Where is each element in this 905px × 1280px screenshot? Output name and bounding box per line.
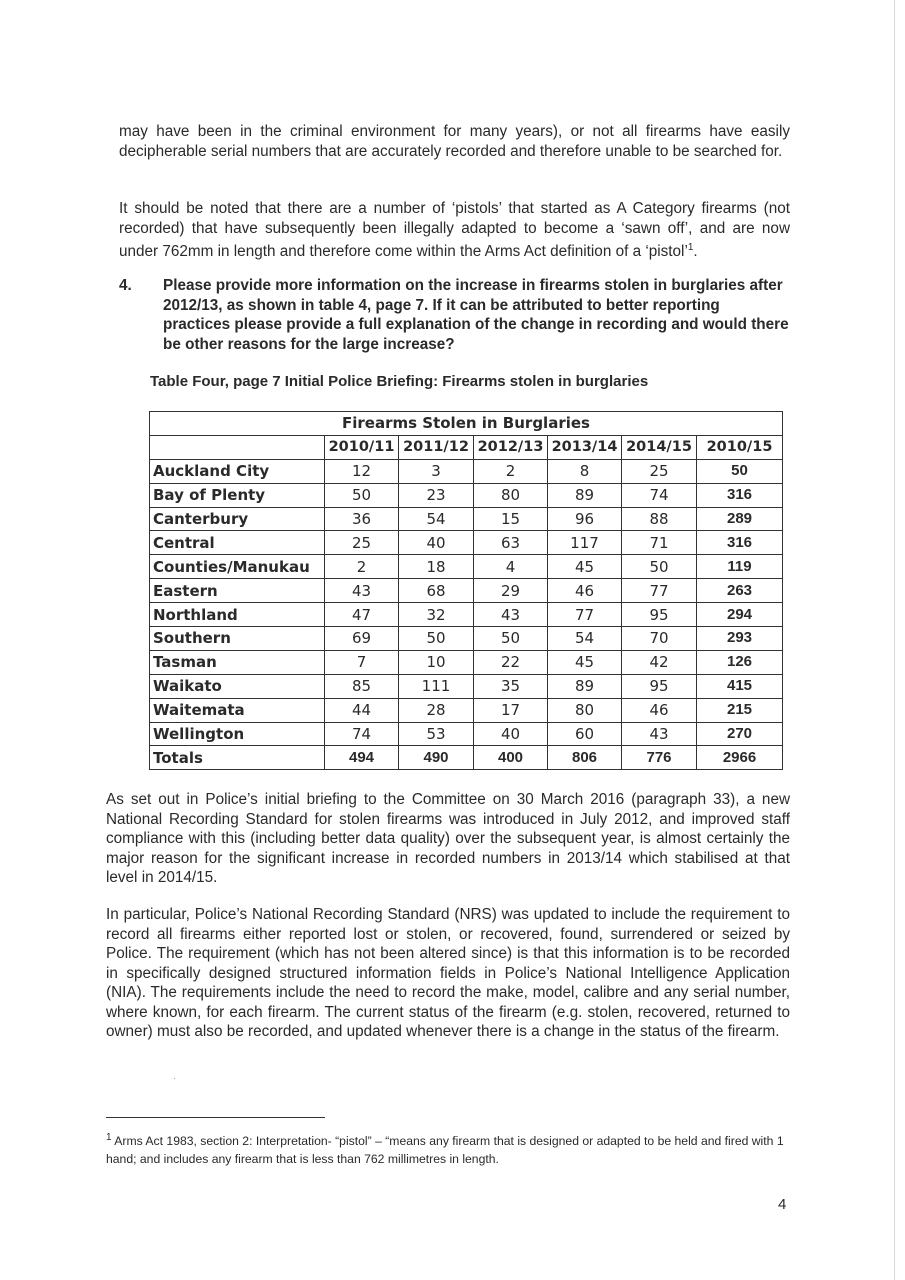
table-row (150, 483, 783, 507)
value-cell: 35 (474, 674, 548, 698)
question-number: 4. (119, 277, 132, 294)
value-cell: 50 (325, 483, 399, 507)
value-cell: 50 (622, 555, 697, 579)
value-cell: 25 (622, 459, 697, 483)
value-cell: 18 (399, 555, 474, 579)
value-cell: 77 (548, 603, 622, 627)
value-cell: 50 (399, 627, 474, 651)
question-text: Please provide more information on the increase in firearms stolen in burglaries after 2012/13, as shown in table 4, page 7. If it can be attributed to better reporting practices please provide a full explanation of the change in recording and would there be other reasons for the large increase? (163, 277, 789, 353)
value-cell: 60 (548, 722, 622, 746)
region-total-cell: 50 (697, 459, 783, 483)
value-cell: 50 (474, 627, 548, 651)
column-header: 2014/15 (622, 435, 697, 459)
page-edge (894, 0, 895, 1280)
total-cell: 776 (622, 746, 697, 770)
region-name: Central (150, 531, 325, 555)
value-cell: 80 (548, 698, 622, 722)
value-cell: 2 (325, 555, 399, 579)
value-cell: 74 (325, 722, 399, 746)
table-row (150, 627, 783, 651)
footnote-marker: 1 (106, 1132, 112, 1143)
value-cell: 117 (548, 531, 622, 555)
region-name: Counties/Manukau (150, 555, 325, 579)
value-cell: 12 (325, 459, 399, 483)
totals-row (150, 746, 783, 770)
region-name: Tasman (150, 650, 325, 674)
column-header: 2013/14 (548, 435, 622, 459)
total-cell: 400 (474, 746, 548, 770)
region-name: Bay of Plenty (150, 483, 325, 507)
region-total-cell: 415 (697, 674, 783, 698)
region-total-cell: 316 (697, 531, 783, 555)
value-cell: 23 (399, 483, 474, 507)
region-total-cell: 316 (697, 483, 783, 507)
value-cell: 46 (622, 698, 697, 722)
value-cell: 44 (325, 698, 399, 722)
region-total-cell: 263 (697, 579, 783, 603)
value-cell: 43 (325, 579, 399, 603)
value-cell: 89 (548, 674, 622, 698)
total-cell: 494 (325, 746, 399, 770)
value-cell: 68 (399, 579, 474, 603)
value-cell: 40 (399, 531, 474, 555)
paragraph-continuation: may have been in the criminal environment for many years), or not all firearms have easily decipherable serial numbers that are accurately recorded and therefore unable to be searched for. (119, 123, 790, 160)
table-row (150, 650, 783, 674)
region-name: Southern (150, 627, 325, 651)
table-title-row (150, 412, 783, 436)
value-cell: 111 (399, 674, 474, 698)
table-row (150, 579, 783, 603)
value-cell: 28 (399, 698, 474, 722)
region-name: Waitemata (150, 698, 325, 722)
value-cell: 43 (474, 603, 548, 627)
footnote-separator (106, 1117, 325, 1118)
column-header: 2010/15 (697, 435, 783, 459)
scan-speck (174, 1078, 175, 1079)
value-cell: 70 (622, 627, 697, 651)
footnote-text: Arms Act 1983, section 2: Interpretation- “pistol” – “means any firearm that is designed or adapted to be held and fired with 1 hand; and includes any firearm that is less than 762 millimetres in length. (106, 1134, 784, 1167)
value-cell: 74 (622, 483, 697, 507)
footnote-reference[interactable]: 1 (687, 242, 694, 253)
region-total-cell: 270 (697, 722, 783, 746)
table-row (150, 507, 783, 531)
table-title: Firearms Stolen in Burglaries (150, 412, 783, 436)
paragraph-pistols-end: . (693, 243, 698, 261)
table-row (150, 459, 783, 483)
region-name: Eastern (150, 579, 325, 603)
table-row (150, 674, 783, 698)
value-cell: 88 (622, 507, 697, 531)
column-header: 2012/13 (474, 435, 548, 459)
table-row (150, 531, 783, 555)
value-cell: 80 (474, 483, 548, 507)
column-header: 2010/11 (325, 435, 399, 459)
totals-label: Totals (150, 746, 325, 770)
value-cell: 46 (548, 579, 622, 603)
value-cell: 95 (622, 674, 697, 698)
value-cell: 45 (548, 650, 622, 674)
value-cell: 8 (548, 459, 622, 483)
region-total-cell: 119 (697, 555, 783, 579)
value-cell: 53 (399, 722, 474, 746)
region-total-cell: 289 (697, 507, 783, 531)
value-cell: 40 (474, 722, 548, 746)
table-header-row (150, 435, 783, 459)
value-cell: 10 (399, 650, 474, 674)
column-header: 2011/12 (399, 435, 474, 459)
value-cell: 54 (548, 627, 622, 651)
total-cell: 490 (399, 746, 474, 770)
value-cell: 22 (474, 650, 548, 674)
region-total-cell: 215 (697, 698, 783, 722)
region-name: Northland (150, 603, 325, 627)
header-empty-cell (150, 435, 325, 459)
value-cell: 63 (474, 531, 548, 555)
value-cell: 4 (474, 555, 548, 579)
region-name: Canterbury (150, 507, 325, 531)
region-name: Wellington (150, 722, 325, 746)
value-cell: 95 (622, 603, 697, 627)
firearms-stolen-table (149, 411, 783, 770)
value-cell: 25 (325, 531, 399, 555)
value-cell: 2 (474, 459, 548, 483)
value-cell: 85 (325, 674, 399, 698)
value-cell: 45 (548, 555, 622, 579)
value-cell: 15 (474, 507, 548, 531)
value-cell: 89 (548, 483, 622, 507)
table-row (150, 722, 783, 746)
value-cell: 36 (325, 507, 399, 531)
table-row (150, 698, 783, 722)
value-cell: 54 (399, 507, 474, 531)
paragraph-pistols (119, 199, 790, 262)
paragraph-recording-standard: As set out in Police’s initial briefing to the Committee on 30 March 2016 (paragraph 33), a new National Recording Standard for stolen firearms was introduced in July 2012, and improved staff compliance with this (including better data quality) over the subsequent year, is almost certainly the major reason for the significant increase in recorded numbers in 2013/14 which stabilised at that level in 2014/15. (106, 791, 790, 886)
region-total-cell: 126 (697, 650, 783, 674)
region-total-cell: 293 (697, 627, 783, 651)
region-name: Waikato (150, 674, 325, 698)
region-total-cell: 294 (697, 603, 783, 627)
value-cell: 71 (622, 531, 697, 555)
value-cell: 3 (399, 459, 474, 483)
value-cell: 43 (622, 722, 697, 746)
value-cell: 47 (325, 603, 399, 627)
value-cell: 29 (474, 579, 548, 603)
region-name: Auckland City (150, 459, 325, 483)
value-cell: 77 (622, 579, 697, 603)
footnote (106, 1129, 790, 1168)
paragraph-nrs-details: In particular, Police’s National Recording Standard (NRS) was updated to include the requirement to record all firearms either reported lost or stolen, or recovered, found, surrendered or seized by Police. The requirement (which has not been altered since) is that this information is to be recorded in specifically designed structured information fields in Police’s National Intelligence Application (NIA). The requirements include the need to record the make, model, calibre and any serial number, where known, for each firearm. The current status of the firearm (e.g. stolen, recovered, returned to owner) must also be recorded, and updated whenever there is a change in the status of the firearm. (106, 906, 790, 1040)
total-cell: 2966 (697, 746, 783, 770)
paragraph-pistols-text: It should be noted that there are a number of ‘pistols’ that started as A Category firearms (not recorded) that have subsequently been illegally adapted to become a ‘sawn off’, and are now under 762mm in length and therefore come within the Arms Act definition of a ‘pistol’ (119, 200, 790, 261)
value-cell: 69 (325, 627, 399, 651)
value-cell: 32 (399, 603, 474, 627)
value-cell: 42 (622, 650, 697, 674)
total-cell: 806 (548, 746, 622, 770)
value-cell: 96 (548, 507, 622, 531)
table-caption: Table Four, page 7 Initial Police Briefing: Firearms stolen in burglaries (150, 373, 649, 390)
table-row (150, 603, 783, 627)
value-cell: 7 (325, 650, 399, 674)
value-cell: 17 (474, 698, 548, 722)
table-row (150, 555, 783, 579)
page-number: 4 (778, 1196, 787, 1213)
